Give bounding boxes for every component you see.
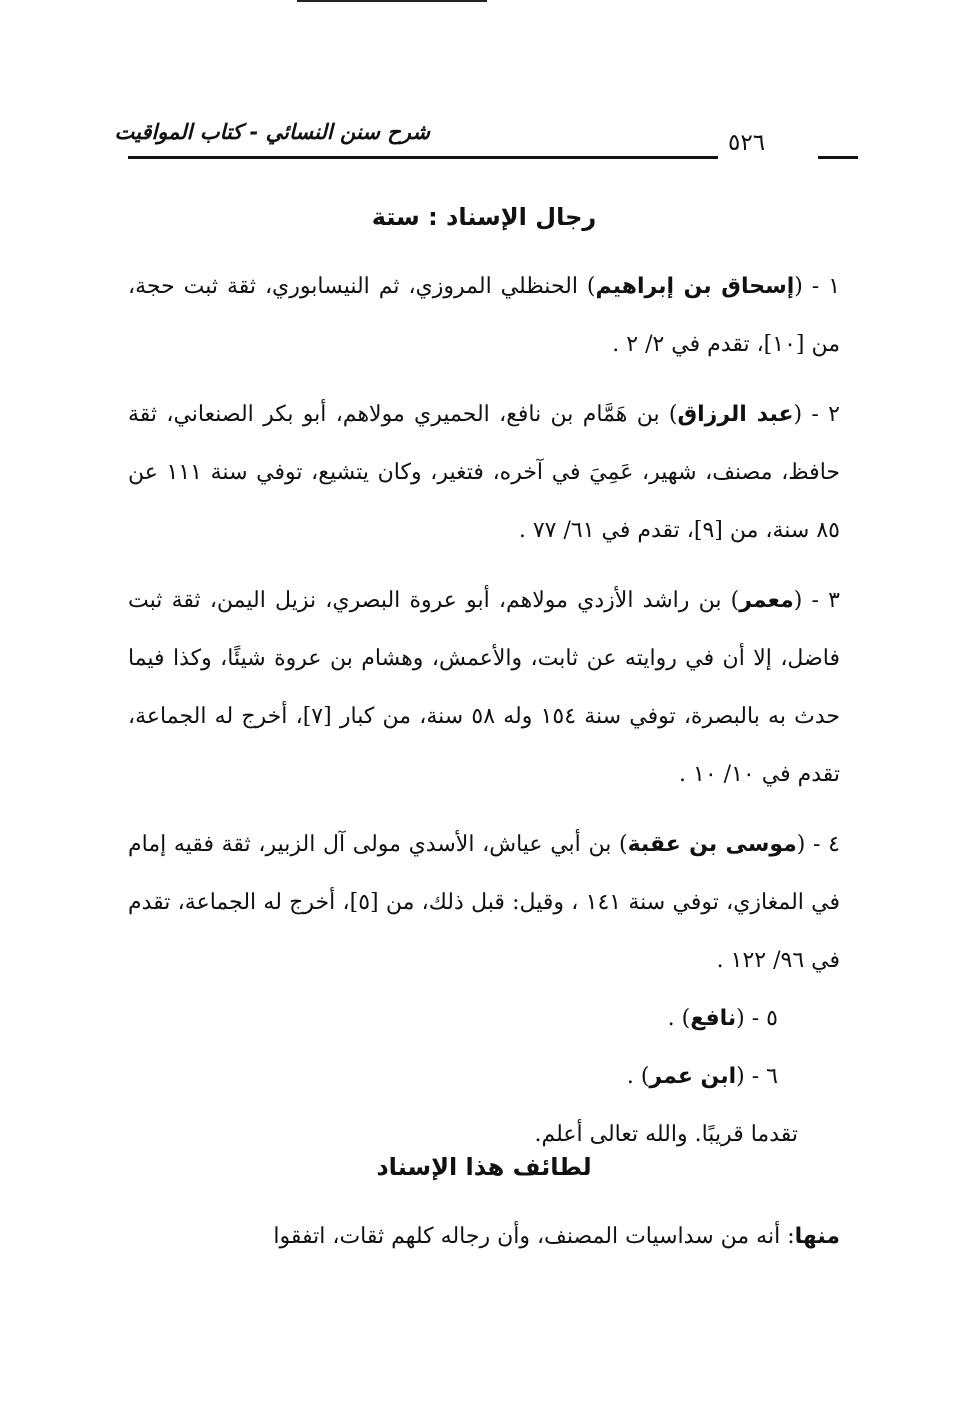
narrator-name: نافع bbox=[690, 1006, 737, 1031]
narrator-name: معمر bbox=[739, 588, 794, 613]
narrator-entry-1 bbox=[128, 258, 840, 374]
narrator-description: ) بن أبي عياش، الأسدي مولى آل الزبير، ثقة فقيه إمام في المغازي، توفي سنة ١٤١ ، وقيل: قبل ذلك، من [٥]، أخرج له الجماعة، تقدم في ٩٦/ ١٢٢ . bbox=[128, 832, 841, 973]
subtleties-body: : أنه من سداسيات المصنف، وأن رجاله كلهم ثقات، اتفقوا bbox=[273, 1224, 795, 1249]
narrator-entry-2 bbox=[128, 386, 840, 560]
running-title: شرح سنن النسائي - كتاب المواقيت bbox=[114, 120, 430, 144]
narrator-description: ) الحنظلي المروزي، ثم النيسابوري، ثقة ثبت حجة، من [١٠]، تقدم في ٢/ ٢ . bbox=[128, 274, 840, 357]
entry-number: ٣ - ( bbox=[793, 588, 840, 613]
narrator-name: عبد الرزاق bbox=[677, 402, 794, 427]
narrator-name: إسحاق بن إبراهيم bbox=[595, 274, 795, 299]
narrator-entry-6 bbox=[128, 1048, 840, 1106]
subtleties-paragraph bbox=[128, 1208, 840, 1266]
section-heading-subtleties: لطائف هذا الإسناد bbox=[376, 1153, 592, 1181]
narrator-name: ابن عمر bbox=[649, 1064, 737, 1089]
page-header bbox=[114, 118, 840, 168]
entry-number: ٢ - ( bbox=[793, 402, 840, 427]
header-rule-short bbox=[818, 156, 858, 159]
entry-number: ٥ - ( bbox=[736, 1006, 778, 1031]
entry-number: ٤ - ( bbox=[796, 832, 840, 857]
header-rule bbox=[128, 156, 718, 159]
narrator-description: ) . bbox=[626, 1064, 650, 1089]
closing-note: تقدما قريبًا. والله تعالى أعلم. bbox=[534, 1122, 798, 1147]
narrator-description: ) بن راشد الأزدي مولاهم، أبو عروة البصري، نزيل اليمن، ثقة ثبت فاضل، إلا أن في روايته عن ثابت، والأعمش، وهشام بن عروة شيئًا، وكذا فيما حدث به بالبصرة، توفي سنة ١٥٤ وله ٥٨ سنة، من كبار [٧]، أخرج له الجماعة، تقدم في ١٠/ ١٠ . bbox=[128, 588, 840, 787]
entry-number: ٦ - ( bbox=[736, 1064, 778, 1089]
narrator-entry-4 bbox=[128, 816, 840, 990]
narrator-description: ) بن هَمَّام بن نافع، الحميري مولاهم، أبو بكر الصنعاني، ثقة حافظ، مصنف، شهير، عَمِيَ في آخره، فتغير، وكان يتشيع، توفي سنة ١١١ عن ٨٥ سنة، من [٩]، تقدم في ٦١/ ٧٧ . bbox=[128, 402, 840, 543]
narrator-entry-5 bbox=[128, 990, 840, 1048]
narrator-description: ) . bbox=[667, 1006, 691, 1031]
section-heading-narrators: رجال الإسناد : ستة bbox=[371, 203, 597, 231]
entry-number: ١ - ( bbox=[794, 274, 841, 299]
subtleties-label: منها bbox=[794, 1224, 840, 1249]
subtleties-text bbox=[128, 1208, 840, 1266]
top-rule bbox=[297, 0, 487, 2]
page-number: ٥٢٦ bbox=[728, 130, 766, 156]
narrator-name: موسى بن عقبة bbox=[627, 832, 797, 857]
narrators-list bbox=[128, 258, 840, 1164]
narrator-entry-3 bbox=[128, 572, 840, 804]
